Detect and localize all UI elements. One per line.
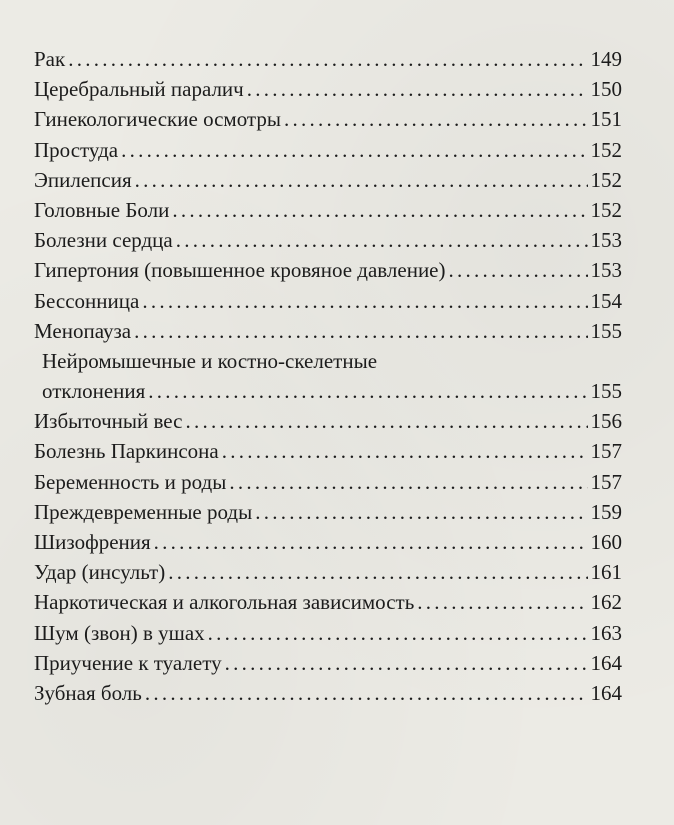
toc-entry-page: 156 xyxy=(590,409,622,434)
toc-entry-title: Беременность и роды xyxy=(34,469,227,494)
dot-leader xyxy=(154,527,588,557)
toc-entry-title: Преждевременные роды xyxy=(34,499,253,524)
toc-entry-continuation xyxy=(34,376,622,406)
toc-entry-page: 155 xyxy=(590,379,622,404)
toc-entry-page: 152 xyxy=(590,137,622,162)
toc-entry xyxy=(34,135,622,165)
dot-leader xyxy=(142,286,587,316)
toc-entry-page: 164 xyxy=(590,650,622,675)
toc-entry-title: Удар (инсульт) xyxy=(34,560,166,585)
dot-leader xyxy=(417,587,587,617)
toc-entry xyxy=(34,527,622,557)
toc-entry xyxy=(34,225,622,255)
toc-entry xyxy=(34,195,622,225)
toc-entry-page: 164 xyxy=(590,680,622,705)
toc-entry xyxy=(34,255,622,285)
toc-entry-title-line2: отклонения xyxy=(42,379,146,404)
dot-leader xyxy=(247,74,588,104)
dot-leader xyxy=(148,376,587,406)
toc-entry-page: 153 xyxy=(590,258,622,283)
dot-leader xyxy=(208,618,588,648)
toc-entry-title: Бессонница xyxy=(34,288,140,313)
dot-leader xyxy=(172,195,587,225)
toc-entry-title: Гинекологические осмотры xyxy=(34,107,281,132)
toc-entry-title: Эпилепсия xyxy=(34,167,132,192)
toc-entry-page: 157 xyxy=(590,439,622,464)
toc-entry xyxy=(34,436,622,466)
toc-entry-page: 152 xyxy=(590,197,622,222)
dot-leader xyxy=(145,678,588,708)
toc-entry-page: 155 xyxy=(590,318,622,343)
toc-entry xyxy=(34,286,622,316)
toc-entry-page: 163 xyxy=(590,620,622,645)
toc-entry-page: 157 xyxy=(590,469,622,494)
toc-entry-page: 151 xyxy=(590,107,622,132)
dot-leader xyxy=(225,648,588,678)
toc-entry xyxy=(34,165,622,195)
toc-entry-title: Болезни сердца xyxy=(34,228,173,253)
toc-entry xyxy=(34,497,622,527)
toc-entry xyxy=(34,316,622,346)
dot-leader xyxy=(255,497,587,527)
toc-entry-page: 159 xyxy=(590,499,622,524)
toc-entry xyxy=(34,467,622,497)
dot-leader xyxy=(68,44,587,74)
toc-entry-title: Головные Боли xyxy=(34,197,170,222)
toc-entry-page: 153 xyxy=(590,228,622,253)
dot-leader xyxy=(121,135,587,165)
dot-leader xyxy=(449,255,588,285)
toc-entry-title: Простуда xyxy=(34,137,119,162)
toc-entry xyxy=(34,346,622,406)
toc-entry-title: Церебральный паралич xyxy=(34,77,244,102)
toc-entry xyxy=(34,648,622,678)
toc-entry-title: Рак xyxy=(34,47,66,71)
toc-entry xyxy=(34,557,622,587)
toc-entry-page: 152 xyxy=(590,167,622,192)
table-of-contents xyxy=(34,44,622,708)
toc-entry xyxy=(34,587,622,617)
dot-leader xyxy=(222,436,588,466)
toc-entry xyxy=(34,104,622,134)
toc-entry-title: Гипертония (повышенное кровяное давление) xyxy=(34,258,446,283)
toc-entry xyxy=(34,618,622,648)
toc-entry xyxy=(34,44,622,74)
toc-entry xyxy=(34,406,622,436)
toc-entry-title: Шум (звон) в ушах xyxy=(34,620,205,645)
toc-entry-title: Шизофрения xyxy=(34,530,151,554)
toc-entry-page: 160 xyxy=(590,530,622,554)
toc-entry-title: Зубная боль xyxy=(34,680,142,705)
dot-leader xyxy=(284,104,588,134)
dot-leader xyxy=(168,557,587,587)
toc-entry-title: Наркотическая и алкогольная зависимость xyxy=(34,590,415,615)
toc-entry xyxy=(34,74,622,104)
dot-leader xyxy=(229,467,587,497)
toc-entry-page: 161 xyxy=(590,560,622,585)
dot-leader xyxy=(176,225,588,255)
toc-entry-page: 149 xyxy=(590,47,622,71)
toc-entry-page: 154 xyxy=(590,288,622,313)
toc-entry-title-line1: Нейромышечные и костно-скелетные xyxy=(42,348,378,373)
toc-entry-title: Приучение к туалету xyxy=(34,650,222,675)
toc-entry-title: Болезнь Паркинсона xyxy=(34,439,219,464)
toc-entry-page: 150 xyxy=(590,77,622,102)
toc-entry-page: 162 xyxy=(590,590,622,615)
dot-leader xyxy=(185,406,587,436)
toc-entry xyxy=(34,678,622,708)
dot-leader xyxy=(135,165,588,195)
toc-entry-title: Менопауза xyxy=(34,318,132,343)
dot-leader xyxy=(134,316,587,346)
toc-entry-title: Избыточный вес xyxy=(34,409,183,434)
